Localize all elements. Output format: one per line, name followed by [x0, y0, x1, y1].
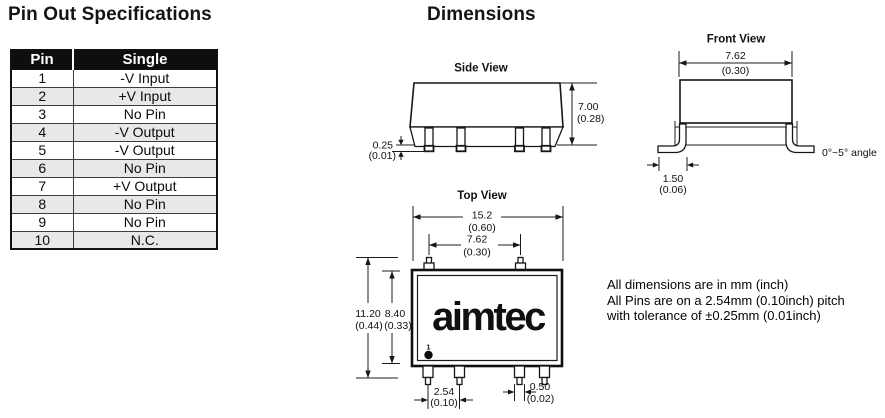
- top-view-upper-pins: [424, 258, 526, 271]
- side-view-body: [410, 83, 563, 127]
- front-view-title: Front View: [706, 33, 766, 46]
- top-pin-span-inch: (0.30): [463, 246, 491, 259]
- top-inner-height-inch: (0.33): [384, 320, 412, 332]
- table-row: [11, 123, 217, 141]
- aimtec-logo: aimtec: [432, 295, 544, 339]
- single-cell: -V Input: [73, 69, 217, 87]
- table-row: [11, 195, 217, 213]
- note-line: All dimensions are in mm (inch): [607, 277, 789, 292]
- top-outer-height-mm: 11.20: [355, 308, 381, 320]
- top-view-drawing: [355, 190, 563, 409]
- front-view-leadframe: [675, 121, 797, 145]
- side-view-title: Side View: [454, 62, 508, 75]
- front-angle-label: 0°~5° angle: [822, 147, 877, 159]
- note-line: All Pins are on a 2.54mm (0.10inch) pitch: [607, 292, 845, 308]
- single-cell: +V Input: [73, 87, 217, 105]
- top-overall-inch: (0.60): [468, 222, 496, 234]
- top-pin-span-mm: 7.62: [466, 233, 488, 246]
- pin-cell: 8: [11, 195, 73, 213]
- top-overall-mm: 15.2: [471, 209, 493, 222]
- top-pitch-dimension: [414, 385, 473, 409]
- single-cell: -V Output: [73, 141, 217, 159]
- pin-cell: 2: [11, 87, 73, 105]
- table-row: [11, 159, 217, 177]
- pin-cell: 4: [11, 123, 73, 141]
- side-height-mm: 7.00: [578, 101, 599, 113]
- top-pitch-mm: 2.54: [433, 386, 455, 398]
- front-width-mm: 7.62: [725, 50, 746, 62]
- table-row: [11, 69, 217, 87]
- pin1-dot: [424, 351, 432, 359]
- pinout-table-body: [11, 69, 217, 249]
- side-height-dimension: [557, 83, 604, 145]
- pin-cell: 7: [11, 177, 73, 195]
- table-row: [11, 231, 217, 249]
- table-row: [11, 177, 217, 195]
- top-pin-width-dimension: [503, 381, 554, 405]
- table-row: [11, 213, 217, 231]
- single-cell: N.C.: [73, 231, 217, 249]
- side-standoff-mm: 0.25: [372, 139, 393, 152]
- top-inner-height-mm: 8.40: [384, 308, 406, 320]
- front-lead-mm: 1.50: [662, 173, 684, 185]
- front-width-inch: (0.30): [721, 65, 750, 77]
- pin-column-header: Pin: [11, 50, 73, 69]
- pinout-section-title: Pin Out Specifications: [8, 4, 212, 25]
- top-pitch-inch: (0.10): [430, 397, 458, 409]
- dimension-notes: [607, 277, 845, 324]
- pin-cell: 10: [11, 231, 73, 249]
- table-row: [11, 87, 217, 105]
- top-pin-width-inch: (0.02): [526, 393, 555, 405]
- table-row: [11, 141, 217, 159]
- front-view-drawing: [647, 34, 877, 197]
- pinout-header-row: [11, 50, 217, 69]
- front-lead-inch: (0.06): [659, 184, 687, 196]
- pin-cell: 1: [11, 69, 73, 87]
- front-view-body: [680, 80, 792, 123]
- single-cell: No Pin: [73, 213, 217, 231]
- pin-cell: 3: [11, 105, 73, 123]
- single-cell: -V Output: [73, 123, 217, 141]
- table-row: [11, 105, 217, 123]
- side-view-drawing: [369, 63, 605, 163]
- side-height-inch: (0.28): [577, 113, 605, 125]
- single-cell: No Pin: [73, 105, 217, 123]
- dimensions-section-title: Dimensions: [427, 4, 536, 25]
- single-cell: No Pin: [73, 159, 217, 177]
- pin-cell: 6: [11, 159, 73, 177]
- top-view-title: Top View: [457, 190, 507, 202]
- pin-cell: 5: [11, 141, 73, 159]
- note-line: with tolerance of ±0.25mm (0.01inch): [607, 308, 821, 324]
- front-view-right-leg: [786, 124, 814, 153]
- pin-cell: 9: [11, 213, 73, 231]
- single-cell: No Pin: [73, 195, 217, 213]
- side-standoff-inch: (0.01): [368, 150, 396, 162]
- single-column-header: Single: [73, 50, 217, 69]
- pinout-table: [10, 49, 218, 250]
- dimensions-drawing: [350, 26, 885, 418]
- front-width-dimension: [679, 50, 792, 77]
- pin1-label: 1: [426, 342, 431, 352]
- front-lead-dimension: [647, 157, 699, 196]
- top-outer-height-inch: (0.44): [355, 320, 383, 332]
- top-pin-width-mm: 0.50: [529, 381, 551, 393]
- front-view-left-leg: [658, 124, 686, 153]
- single-cell: +V Output: [73, 177, 217, 195]
- top-pin-span-dimension: [429, 234, 521, 259]
